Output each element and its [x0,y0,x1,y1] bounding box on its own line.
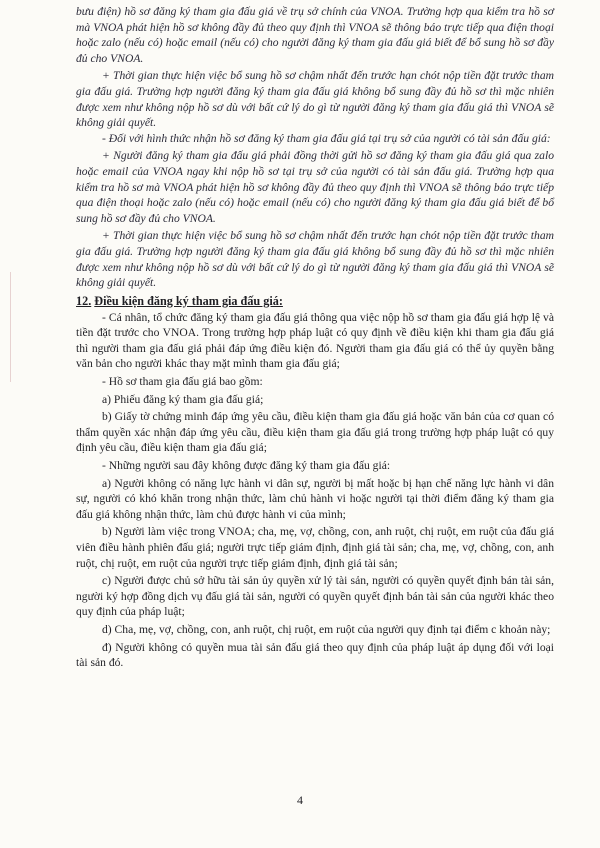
binding-mark [0,272,11,382]
italic-paragraph-3: - Đối với hình thức nhận hồ sơ đăng ký tham gia đấu giá tại trụ sở của người có tài sản đấu giá: [102,131,551,145]
paragraph-10: đ) Người không có quyền mua tài sản đấu giá theo quy định của pháp luật áp dụng đối với loại tài sản đó. [76,640,554,670]
italic-paragraph-2: + Thời gian thực hiện việc bổ sung hồ sơ chậm nhất đến trước hạn chót nộp tiền đặt trước tham gia đấu giá. Trường hợp người đăng ký tham gia đấu giá không bổ sung đầy đủ hồ sơ thì mặc nhiên được xem như không nộp hồ sơ dù với bất cứ lý do gì từ người đăng ký tham gia đấu giá thì VNOA sẽ không giải quyết. [76,69,554,130]
page-number: 4 [297,793,303,807]
paragraph-3: a) Phiếu đăng ký tham gia đấu giá; [102,392,264,406]
italic-paragraph-5: + Thời gian thực hiện việc bổ sung hồ sơ chậm nhất đến trước hạn chót nộp tiền đặt trước tham gia đấu giá. Trường hợp người đăng ký tham gia đấu giá không bổ sung đầy đủ hồ sơ thì mặc nhiên được xem như không nộp hồ sơ dù với bất cứ lý do gì từ người đăng ký tham gia đấu giá thì VNOA sẽ không giải quyết. [76,229,554,290]
paragraph-4: b) Giấy tờ chứng minh đáp ứng yêu cầu, điều kiện tham gia đấu giá hoặc văn bản của cơ quan có thẩm quyền xác nhận đáp ứng yêu cầu, điều kiện tham gia đấu giá trong trường hợp pháp luật có quy định yêu cầu, điều kiện tham gia đấu giá; [76,410,554,455]
section-title: Điều kiện đăng ký tham gia đấu giá: [94,293,283,308]
document-body [76,4,554,671]
paragraph-2: - Hồ sơ tham gia đấu giá bao gồm: [102,375,263,389]
paragraph-7: b) Người làm việc trong VNOA; cha, mẹ, vợ, chồng, con, anh ruột, chị ruột, em ruột của đấu giá viên điều hành phiên đấu giá; người trực tiếp giám định, định giá tài sản; cha, mẹ, vợ, chồng, con, anh ruột, chị ruột, em ruột của người trực tiếp giám định, định giá tài sản; [76,525,554,570]
italic-paragraph-4: + Người đăng ký tham gia đấu giá phải đồng thời gửi hồ sơ đăng ký tham gia đấu giá qua zalo hoặc email của VNOA ngay khi nộp hồ sơ tại trụ sở của người có tài sản đấu giá. Trường hợp qua kiểm tra hồ sơ mà VNOA phát hiện hồ sơ không đầy đủ theo quy định thì VNOA sẽ thông báo trực tiếp qua điện thoại hoặc zalo (nếu có) hoặc email (nếu có) cho người đăng ký tham gia đấu giá biết để bổ sung hồ sơ đầy đủ cho VNOA. [76,149,554,225]
section-heading [76,293,554,310]
paragraph-6: a) Người không có năng lực hành vi dân sự, người bị mất hoặc bị hạn chế năng lực hành vi dân sự, người có khó khăn trong nhận thức, làm chủ hành vi hoặc người tại thời điểm đăng ký tham gia đấu giá không nhận thức, làm chủ được hành vi của mình; [76,476,554,521]
section-number: 12. [76,293,92,308]
paragraph-9: d) Cha, mẹ, vợ, chồng, con, anh ruột, chị ruột, em ruột của người quy định tại điểm c khoản này; [102,622,551,636]
paragraph-8: c) Người được chủ sở hữu tài sản ủy quyền xử lý tài sản, người có quyền quyết định bán tài sản, người ký hợp đồng dịch vụ đấu giá tài sản, người có quyền quyết định bán tài sản của người khác theo quy định của pháp luật; [76,574,554,619]
italic-paragraph-1: bưu điện) hồ sơ đăng ký tham gia đấu giá về trụ sở chính của VNOA. Trường hợp qua kiểm tra hồ sơ mà VNOA phát hiện hồ sơ không đầy đủ theo quy định thì VNOA sẽ thông báo trực tiếp qua điện thoại hoặc zalo (nếu có) hoặc email (nếu có) cho người đăng ký tham gia đấu giá biết để bổ sung hồ sơ đầy đủ cho VNOA. [76,5,554,65]
paragraph-1: - Cá nhân, tổ chức đăng ký tham gia đấu giá thông qua việc nộp hồ sơ tham gia đấu giá hợp lệ và tiền đặt trước cho VNOA. Trong trường hợp pháp luật có quy định về điều kiện khi tham gia đấu giá thì người tham gia đấu giá phải đáp ứng điều kiện đó. Người tham gia đấu giá có thể ủy quyền bằng văn bản cho người khác thay mặt mình tham gia đấu giá; [76,310,554,371]
paragraph-5: - Những người sau đây không được đăng ký tham gia đấu giá: [102,459,391,473]
